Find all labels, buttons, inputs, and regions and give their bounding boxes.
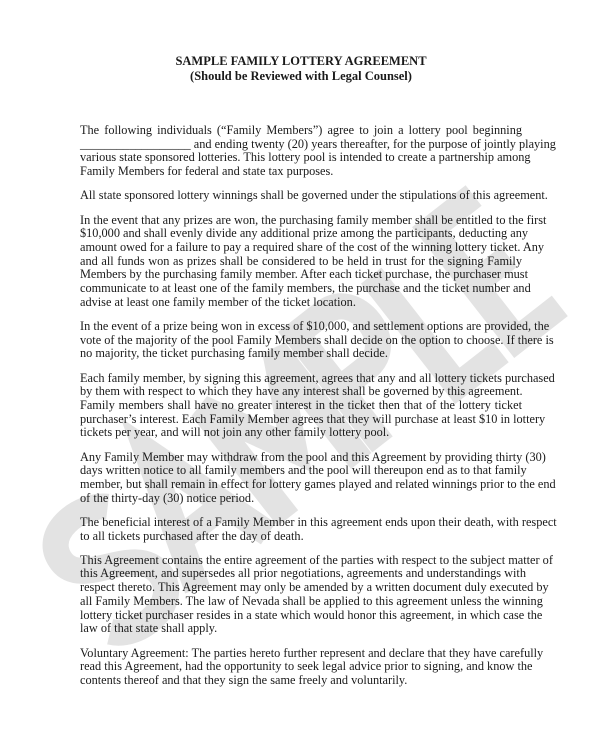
paragraph bbox=[80, 318, 554, 361]
paragraph-line: Members by the purchasing family member. After each ticket purchase, the purchaser must bbox=[80, 267, 529, 282]
paragraph-line: Each family member, by signing this agreement, agrees that any and all lottery tickets purchased bbox=[80, 370, 555, 385]
paragraph-line: Family members shall have no greater interest in the ticket then that of the lottery ticket bbox=[80, 397, 522, 412]
paragraph bbox=[80, 645, 544, 688]
paragraph-line: Any Family Member may withdraw from the pool and this Agreement by providing thirty (30) bbox=[80, 449, 546, 464]
paragraph-line: communicate to at least one of the family members, the purchase and the ticket number and bbox=[80, 281, 531, 296]
paragraph-line: The following individuals (“Family Members”) agree to join a lottery pool beginning bbox=[80, 123, 522, 137]
paragraph-line: This Agreement contains the entire agreement of the parties with respect to the subject matter of bbox=[80, 552, 553, 567]
paragraph-line: Voluntary Agreement: The parties hereto further represent and declare that they have carefully bbox=[80, 645, 544, 660]
paragraph-line: $10,000 and shall evenly divide any additional prize among the participants, deducting any bbox=[80, 226, 529, 241]
paragraph bbox=[80, 370, 555, 441]
paragraph-line: all Family Members. The law of Nevada shall be applied to this agreement unless the winning bbox=[80, 593, 543, 608]
paragraph bbox=[80, 188, 548, 203]
document-page bbox=[80, 54, 557, 698]
paragraph bbox=[80, 552, 553, 636]
paragraph-line: Family Members for federal and state tax purposes. bbox=[80, 164, 334, 179]
paragraph-line: this Agreement, and supersedes all prior negotiations, agreements and understandings with bbox=[80, 566, 526, 581]
paragraph-line: by them with respect to which they have any interest shall be governed by this agreement. bbox=[80, 384, 523, 399]
paragraph-line: read this Agreement, had the opportunity to seek legal advice prior to signing, and know the bbox=[80, 659, 533, 674]
paragraph-line: and all funds won as prizes shall be considered to be held in trust for the signing Family bbox=[80, 253, 522, 268]
paragraph bbox=[80, 514, 557, 543]
document-body bbox=[80, 123, 557, 688]
paragraph-line: days written notice to all family members and the pool will thereupon end as to that family bbox=[80, 463, 527, 478]
paragraph-line: respect thereto. This Agreement may only be amended by a written document duly executed by bbox=[80, 580, 549, 595]
paragraph-line: advise at least one family member of the ticket location. bbox=[80, 294, 356, 309]
paragraph-line: lottery ticket purchaser resides in a state which would honor this agreement, in which case the bbox=[80, 607, 543, 622]
paragraph-line: various state sponsored lotteries. This lottery pool is intended to create a partnership among bbox=[80, 150, 531, 165]
paragraph bbox=[80, 449, 556, 506]
paragraph-line: law of that state shall apply. bbox=[80, 621, 218, 636]
paragraph-line: amount owed for a failure to pay a required share of the cost of the winning lottery ticket. Any bbox=[80, 239, 545, 254]
paragraph-line: The beneficial interest of a Family Member in this agreement ends upon their death, with respect bbox=[80, 514, 557, 529]
paragraph-line: contents thereof and that they sign the same freely and voluntarily. bbox=[80, 672, 408, 687]
paragraph-line: no majority, the ticket purchasing family member shall decide. bbox=[80, 346, 388, 361]
paragraph-line: All state sponsored lottery winnings shall be governed under the stipulations of this agreement. bbox=[80, 188, 548, 203]
document-subtitle: (Should be Reviewed with Legal Counsel) bbox=[190, 69, 412, 83]
paragraph-line: of the thirty-day (30) notice period. bbox=[80, 490, 255, 505]
paragraph-line: member, but shall remain in effect for lottery games played and related winnings prior to the end bbox=[80, 476, 556, 491]
paragraph-line: tickets per year, and will not join any other family lottery pool. bbox=[80, 425, 390, 440]
paragraph-line: In the event of a prize being won in excess of $10,000, and settlement options are provided, the bbox=[80, 318, 550, 333]
document-title: SAMPLE FAMILY LOTTERY AGREEMENT bbox=[175, 54, 427, 68]
paragraph bbox=[80, 212, 547, 310]
paragraph-line: __________________ and ending twenty (20) years thereafter, for the purpose of jointly playing bbox=[80, 136, 556, 151]
paragraph bbox=[80, 123, 556, 179]
paragraph-line: purchaser’s interest. Each Family Member agrees that they will purchase at least $10 in lottery bbox=[80, 411, 546, 426]
paragraph-line: In the event that any prizes are won, the purchasing family member shall be entitled to the first bbox=[80, 212, 547, 227]
paragraph-line: to all tickets purchased after the day of death. bbox=[80, 528, 304, 543]
paragraph-line: vote of the majority of the pool Family Members shall decide on the option to choose. If there is bbox=[80, 332, 554, 347]
